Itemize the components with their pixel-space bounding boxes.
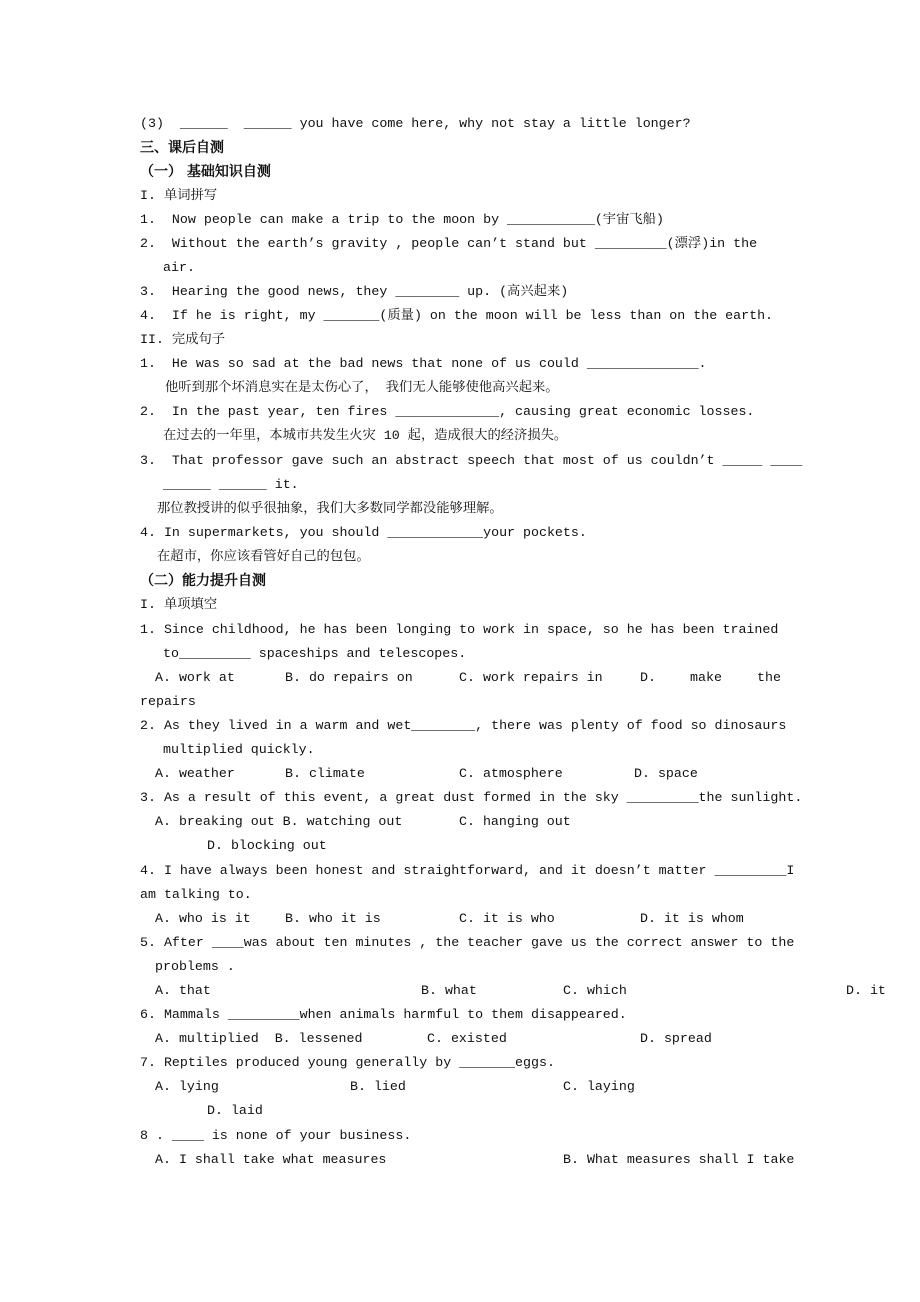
text-line: I. 单项填空 xyxy=(140,597,218,612)
text-line: make xyxy=(690,670,722,685)
text-line: problems . xyxy=(155,959,235,974)
text-line: D. it xyxy=(846,983,886,998)
text-line: II. 完成句子 xyxy=(140,332,226,347)
section-heading: （二）能力提升自测 xyxy=(140,573,266,589)
text-line: 7. Reptiles produced young generally by _______eggs. xyxy=(140,1055,555,1070)
text-line: C. laying xyxy=(563,1079,635,1094)
text-line: A. work at xyxy=(155,670,235,685)
text-line: B. what xyxy=(421,983,477,998)
text-line: A. multiplied B. lessened xyxy=(155,1031,363,1046)
text-line: A. weather xyxy=(155,766,235,781)
text-line: 8 . ____ is none of your business. xyxy=(140,1128,412,1143)
text-line: I. 单词拼写 xyxy=(140,188,218,203)
section-heading: （一） 基础知识自测 xyxy=(140,164,271,180)
text-line: C. atmosphere xyxy=(459,766,563,781)
text-line: the xyxy=(757,670,781,685)
text-line: C. work repairs in xyxy=(459,670,603,685)
text-line: 3. That professor gave such an abstract speech that most of us couldn’t _____ ____ xyxy=(140,453,803,468)
text-line: multiplied quickly. xyxy=(163,742,315,757)
text-line: 1. He was so sad at the bad news that none of us could ______________. xyxy=(140,356,707,371)
text-line: 在超市，你应该看管好自己的包包。 xyxy=(157,549,370,564)
text-line: D. spread xyxy=(640,1031,712,1046)
text-line: B. lied xyxy=(350,1079,406,1094)
text-line: B. climate xyxy=(285,766,365,781)
text-line: D. it is whom xyxy=(640,911,744,926)
text-line: A. breaking out B. watching out xyxy=(155,814,403,829)
text-line: C. hanging out xyxy=(459,814,571,829)
text-line: 1. Now people can make a trip to the moon by ___________(宇宙飞船) xyxy=(140,212,664,227)
text-line: 1. Since childhood, he has been longing to work in space, so he has been trained xyxy=(140,622,779,637)
text-line: A. who is it xyxy=(155,911,251,926)
text-line: C. it is who xyxy=(459,911,555,926)
text-line: 2. As they lived in a warm and wet________, there was plenty of food so dinosaurs xyxy=(140,718,787,733)
text-line: B. who it is xyxy=(285,911,381,926)
text-line: 4. If he is right, my _______(质量) on the moon will be less than on the earth. xyxy=(140,308,774,323)
text-line: air. xyxy=(163,260,195,275)
text-line: A. that xyxy=(155,983,211,998)
text-line: B. What measures shall I take xyxy=(563,1152,795,1167)
text-line: 2. Without the earth’s gravity , people can’t stand but _________(漂浮)in the xyxy=(140,236,758,251)
text-line: D. blocking out xyxy=(207,838,327,853)
text-line: 4. I have always been honest and straightforward, and it doesn’t matter _________I xyxy=(140,863,795,878)
text-line: C. which xyxy=(563,983,627,998)
text-line: A. I shall take what measures xyxy=(155,1152,387,1167)
text-line: repairs xyxy=(140,694,196,709)
text-line: 在过去的一年里，本城市共发生火灾 10 起，造成很大的经济损失。 xyxy=(163,428,568,443)
text-line: ______ ______ it. xyxy=(163,477,299,492)
text-line: 3. Hearing the good news, they ________ up. (高兴起来) xyxy=(140,284,569,299)
text-line: C. existed xyxy=(427,1031,507,1046)
text-line: 4. In supermarkets, you should ____________your pockets. xyxy=(140,525,587,540)
text-line: to_________ spaceships and telescopes. xyxy=(163,646,467,661)
text-line: A. lying xyxy=(155,1079,219,1094)
text-line: D. laid xyxy=(207,1103,263,1118)
text-line: 6. Mammals _________when animals harmful to them disappeared. xyxy=(140,1007,627,1022)
text-line: B. do repairs on xyxy=(285,670,413,685)
text-line: 3. As a result of this event, a great dust formed in the sky _________the sunlight. xyxy=(140,790,803,805)
text-line: (3) ______ ______ you have come here, why not stay a little longer? xyxy=(140,116,691,131)
text-line: 2. In the past year, ten fires _____________, causing great economic losses. xyxy=(140,404,755,419)
text-line: 他听到那个坏消息实在是太伤心了， 我们无人能够使他高兴起来。 xyxy=(165,380,559,395)
text-line: 5. After ____was about ten minutes , the teacher gave us the correct answer to the xyxy=(140,935,795,950)
text-line: 那位教授讲的似乎很抽象，我们大多数同学都没能够理解。 xyxy=(157,501,503,516)
text-line: D. xyxy=(640,670,656,685)
text-line: am talking to. xyxy=(140,887,252,902)
text-line: D. space xyxy=(634,766,698,781)
section-heading: 三、课后自测 xyxy=(140,140,224,156)
